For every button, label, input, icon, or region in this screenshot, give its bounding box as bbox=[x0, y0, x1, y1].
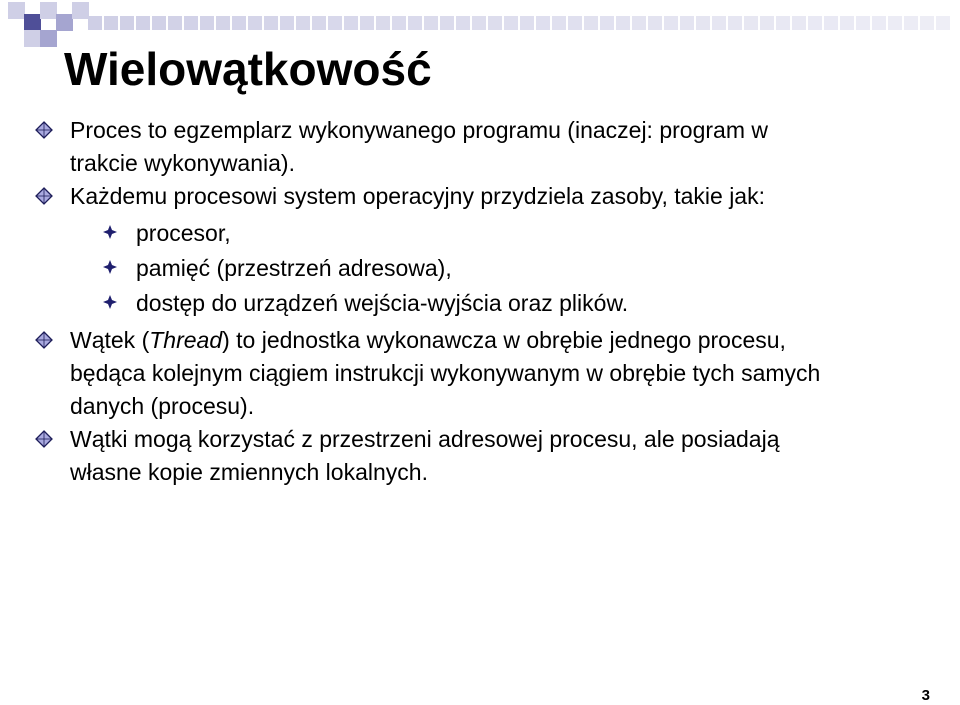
square-strip bbox=[88, 16, 950, 30]
strip-square bbox=[632, 16, 646, 30]
sub-bullet-text: dostęp do urządzeń wejścia-wyjścia oraz plików. bbox=[136, 290, 629, 316]
text-line: Wątki mogą korzystać z przestrzeni adresowej procesu, ale posiadają bbox=[70, 426, 780, 452]
strip-square bbox=[856, 16, 870, 30]
star-bullet-icon bbox=[103, 225, 117, 239]
strip-square bbox=[264, 16, 278, 30]
strip-square bbox=[376, 16, 390, 30]
diamond-bullet-icon bbox=[35, 187, 53, 205]
strip-square bbox=[904, 16, 918, 30]
strip-square bbox=[136, 16, 150, 30]
strip-square bbox=[536, 16, 550, 30]
text-line-thread: Wątek (Thread) to jednostka wykonawcza w obrębie jednego procesu, bbox=[70, 327, 786, 353]
text-line: Każdemu procesowi system operacyjny przydziela zasoby, takie jak: bbox=[70, 183, 765, 209]
sub-bullet-text: procesor, bbox=[136, 220, 231, 246]
strip-square bbox=[280, 16, 294, 30]
strip-square bbox=[456, 16, 470, 30]
strip-square bbox=[88, 16, 102, 30]
strip-square bbox=[840, 16, 854, 30]
strip-square bbox=[392, 16, 406, 30]
bullet-text bbox=[70, 423, 940, 489]
strip-square bbox=[248, 16, 262, 30]
strip-square bbox=[296, 16, 310, 30]
bullet-text bbox=[70, 114, 940, 180]
strip-square bbox=[696, 16, 710, 30]
strip-square bbox=[728, 16, 742, 30]
strip-square bbox=[648, 16, 662, 30]
diamond-bullet-icon bbox=[35, 121, 53, 139]
page-number: 3 bbox=[921, 687, 930, 704]
strip-square bbox=[808, 16, 822, 30]
star-bullet-icon bbox=[103, 295, 117, 309]
strip-square bbox=[584, 16, 598, 30]
strip-square bbox=[424, 16, 438, 30]
strip-square bbox=[760, 16, 774, 30]
strip-square bbox=[408, 16, 422, 30]
strip-square bbox=[184, 16, 198, 30]
strip-square bbox=[472, 16, 486, 30]
text-line: będąca kolejnym ciągiem instrukcji wykonywanym w obrębie tych samych bbox=[70, 360, 821, 386]
strip-square bbox=[328, 16, 342, 30]
strip-square bbox=[520, 16, 534, 30]
bullet-text bbox=[70, 180, 940, 213]
strip-square bbox=[792, 16, 806, 30]
strip-square bbox=[168, 16, 182, 30]
strip-square bbox=[568, 16, 582, 30]
strip-square bbox=[664, 16, 678, 30]
strip-square bbox=[104, 16, 118, 30]
text-line: trakcie wykonywania). bbox=[70, 150, 295, 176]
strip-square bbox=[712, 16, 726, 30]
strip-square bbox=[616, 16, 630, 30]
strip-square bbox=[936, 16, 950, 30]
text-line: własne kopie zmiennych lokalnych. bbox=[70, 459, 428, 485]
strip-square bbox=[680, 16, 694, 30]
text-line: Proces to egzemplarz wykonywanego programu (inaczej: program w bbox=[70, 117, 768, 143]
bullet-text bbox=[70, 324, 940, 423]
strip-square bbox=[504, 16, 518, 30]
strip-square bbox=[600, 16, 614, 30]
slide-title: Wielowątkowość bbox=[64, 43, 432, 95]
text-line: danych (procesu). bbox=[70, 393, 255, 419]
strip-square bbox=[872, 16, 886, 30]
strip-square bbox=[152, 16, 166, 30]
strip-square bbox=[744, 16, 758, 30]
strip-square bbox=[888, 16, 902, 30]
strip-square bbox=[120, 16, 134, 30]
strip-square bbox=[232, 16, 246, 30]
strip-square bbox=[776, 16, 790, 30]
strip-square bbox=[200, 16, 214, 30]
strip-square bbox=[552, 16, 566, 30]
star-bullet-icon bbox=[103, 260, 117, 274]
diamond-bullet-icon bbox=[35, 331, 53, 349]
diamond-bullet-icon bbox=[35, 430, 53, 448]
thread-term: Thread bbox=[149, 327, 223, 353]
strip-square bbox=[344, 16, 358, 30]
strip-square bbox=[440, 16, 454, 30]
strip-square bbox=[488, 16, 502, 30]
strip-square bbox=[312, 16, 326, 30]
strip-square bbox=[216, 16, 230, 30]
strip-square bbox=[360, 16, 374, 30]
strip-square bbox=[824, 16, 838, 30]
sub-bullet-text: pamięć (przestrzeń adresowa), bbox=[136, 255, 452, 281]
strip-square bbox=[920, 16, 934, 30]
